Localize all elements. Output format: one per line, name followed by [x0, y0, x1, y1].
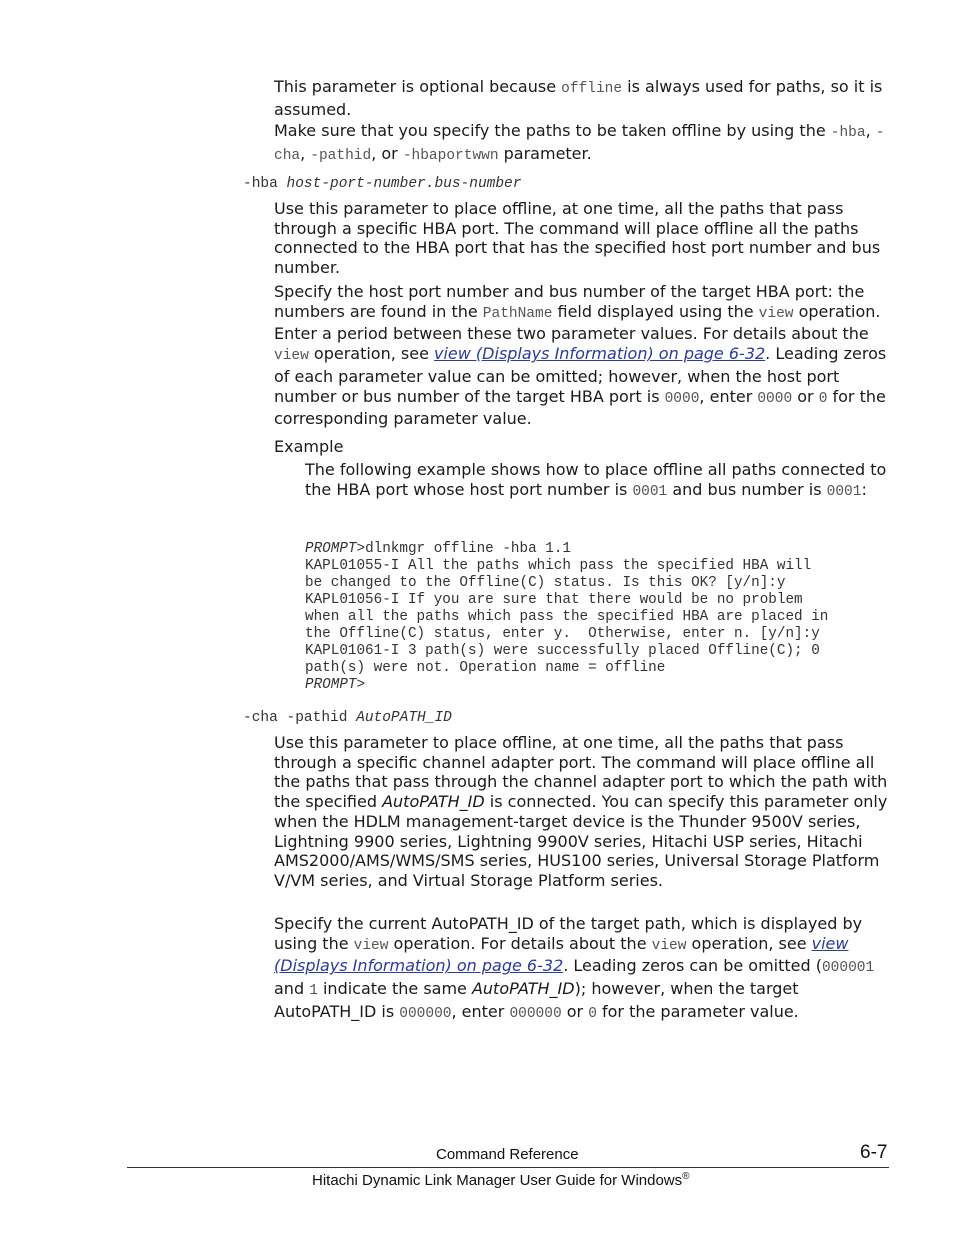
footer-section-name: Command Reference	[436, 1146, 579, 1163]
example-heading: Example	[274, 437, 344, 456]
footer-document-title: Hitachi Dynamic Link Manager User Guide for Windows®	[312, 1171, 690, 1189]
cha-parameter-heading: -cha -pathid AutoPATH_ID	[243, 710, 452, 726]
footer-page-number: 6-7	[860, 1142, 888, 1163]
optional-note: This parameter is optional because offline is always used for paths, so it is assumed.	[274, 77, 883, 119]
hba-specify-description: Specify the host port number and bus number of the target HBA port: the numbers are found in the PathName field displayed using the view operation. Enter a period between these two parameter values. For details about the view operation, see view (Displays Information) on page 6-32. Leading zeros of each parameter value can be omitted; however, when the host port number or bus number of the target HBA port is 0000, enter 0000 or 0 for the corresponding parameter value.	[274, 282, 887, 429]
hba-parameter-heading: -hba host-port-number.bus-number	[243, 176, 522, 192]
hba-description: Use this parameter to place offline, at one time, all the paths that pass through a specific HBA port. The command will place offline all the paths connected to the HBA port that has the specified host port number and bus number.	[274, 199, 881, 278]
cha-description: Use this parameter to place offline, at one time, all the paths that pass through a specific channel adapter port. The command will place offline all the paths that pass through the channel adapter port to which the path with the specified AutoPATH_ID is connected. You can specify this parameter only when the HDLM management-target device is the Thunder 9500V series, Lightning 9900 series, Lightning 9900V series, Hitachi USP series, Hitachi AMS2000/AMS/WMS/SMS series, HUS100 series, Universal Storage Platform V/VM series, and Virtual Storage Platform series.	[274, 733, 888, 890]
autopath-specify-description: Specify the current AutoPATH_ID of the target path, which is displayed by using the view operation. For details about the view operation, see view (Displays Information) on page 6-32. Leading zeros can be omitted (000001 and 1 indicate the same AutoPATH_ID); however, when the target AutoPATH_ID is 000000, enter 000000 or 0 for the parameter value.	[274, 914, 875, 1022]
view-operation-link-2[interactable]: view (Displays Information) on page 6-32	[274, 933, 849, 976]
example-code-block: PROMPT>dlnkmgr offline -hba 1.1 KAPL01055-I All the paths which pass the specified HBA will be changed to the Offline(C) status. Is this OK? [y/n]:y KAPL01056-I If you are sure that there would be no problem when all the paths which pass the specified HBA are placed in the Offline(C) status, enter y. Otherwise, enter n. [y/n]:y KAPL01061-I 3 path(s) were successfully placed Offline(C); 0 path(s) were not. Operation name = offline PROMPT>	[305, 541, 829, 693]
view-operation-link[interactable]: view (Displays Information) on page 6-32	[434, 344, 766, 364]
specify-paths-note: Make sure that you specify the paths to be taken offline by using the -hba, -cha, -pathid, or -hbaportwwn parameter.	[274, 121, 885, 164]
footer-divider	[127, 1167, 889, 1168]
example-description: The following example shows how to place offline all paths connected to the HBA port whose host port number is 0001 and bus number is 0001:	[305, 460, 887, 500]
